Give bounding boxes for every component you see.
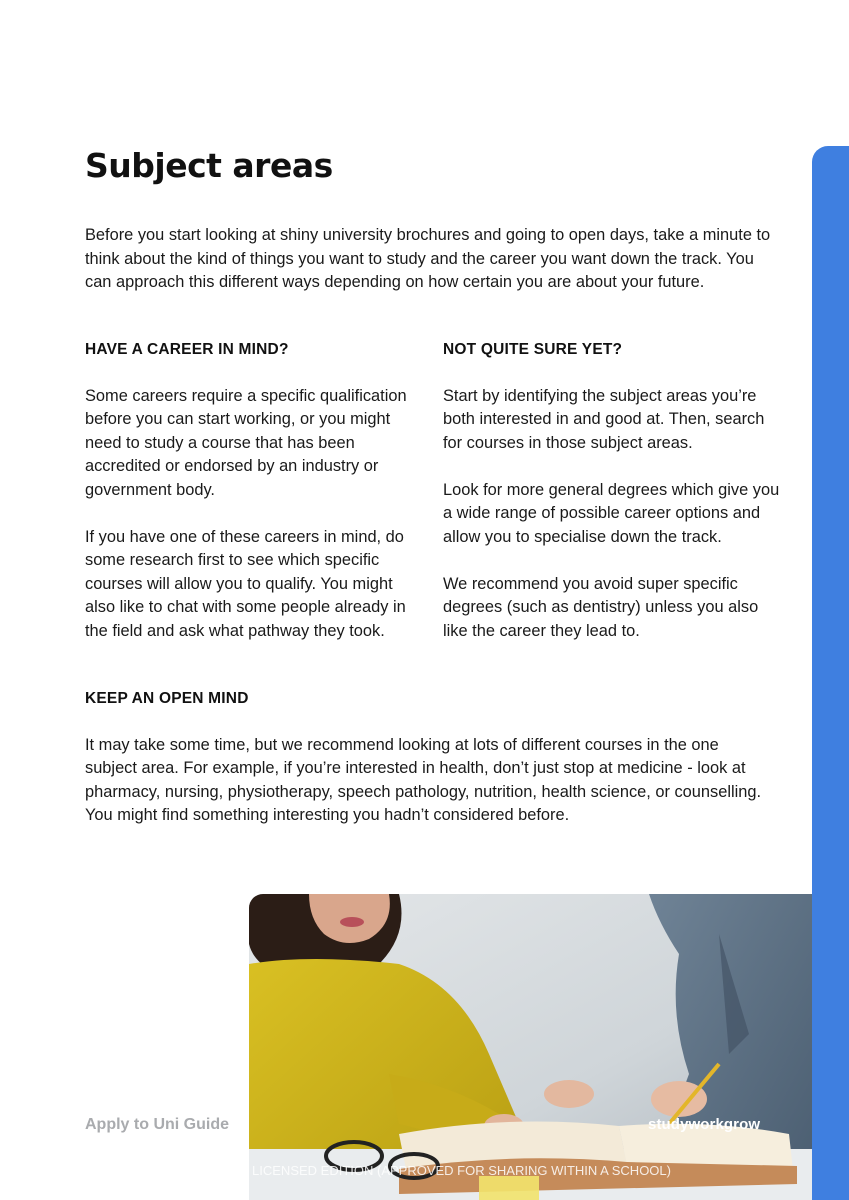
brand-logo-text: studyworkgrow bbox=[648, 1116, 761, 1133]
career-in-mind-paragraph-1: Some careers require a specific qualification before you can start working, or you might need to study a course that has been accredited or endorsed by an industry or government body. bbox=[85, 386, 407, 499]
guide-name: Apply to Uni Guide bbox=[85, 1116, 229, 1133]
career-in-mind-paragraph-2: If you have one of these careers in mind, do some research first to see which specific courses will allow you to qualify. You might also like to chat with some people already in the field and ask what pathway they took. bbox=[85, 527, 406, 640]
not-sure-section bbox=[443, 338, 783, 667]
intro-paragraph: Before you start looking at shiny university brochures and going to open days, take a minute to think about the kind of things you want to study and the career you want down the track. You can approach this different ways depending on how certain you are about your future. bbox=[85, 226, 771, 291]
page-title: Subject areas bbox=[85, 146, 333, 185]
license-notice: SCHOOL LICENSED EDITION (APPROVED FOR SHARING WITHIN A SCHOOL) bbox=[194, 1163, 671, 1178]
not-sure-paragraph-1: Start by identifying the subject areas you’re both interested in and good at. Then, search for courses in those subject areas. bbox=[443, 386, 765, 452]
career-in-mind-section bbox=[85, 338, 425, 667]
open-mind-paragraph: It may take some time, but we recommend looking at lots of different courses in the one subject area. For example, if you’re interested in health, don’t just stop at medicine - look at pharmacy, nursing, physiotherapy, speech pathology, nutrition, health science, or counselling. You might find something interesting you hadn’t considered before. bbox=[85, 735, 762, 824]
students-studying-photo bbox=[249, 894, 812, 1200]
open-mind-section bbox=[85, 687, 775, 851]
accent-side-bar bbox=[812, 146, 849, 1200]
not-sure-paragraph-3: We recommend you avoid super specific degrees (such as dentistry) unless you also like the career they lead to. bbox=[443, 574, 759, 640]
not-sure-heading: NOT QUITE SURE YET? bbox=[443, 341, 623, 358]
photo-illustration bbox=[249, 894, 812, 1200]
career-in-mind-heading: HAVE A CAREER IN MIND? bbox=[85, 341, 289, 358]
open-mind-heading: KEEP AN OPEN MIND bbox=[85, 690, 249, 707]
not-sure-paragraph-2: Look for more general degrees which give you a wide range of possible career options and allow you to specialise down the track. bbox=[443, 480, 780, 546]
